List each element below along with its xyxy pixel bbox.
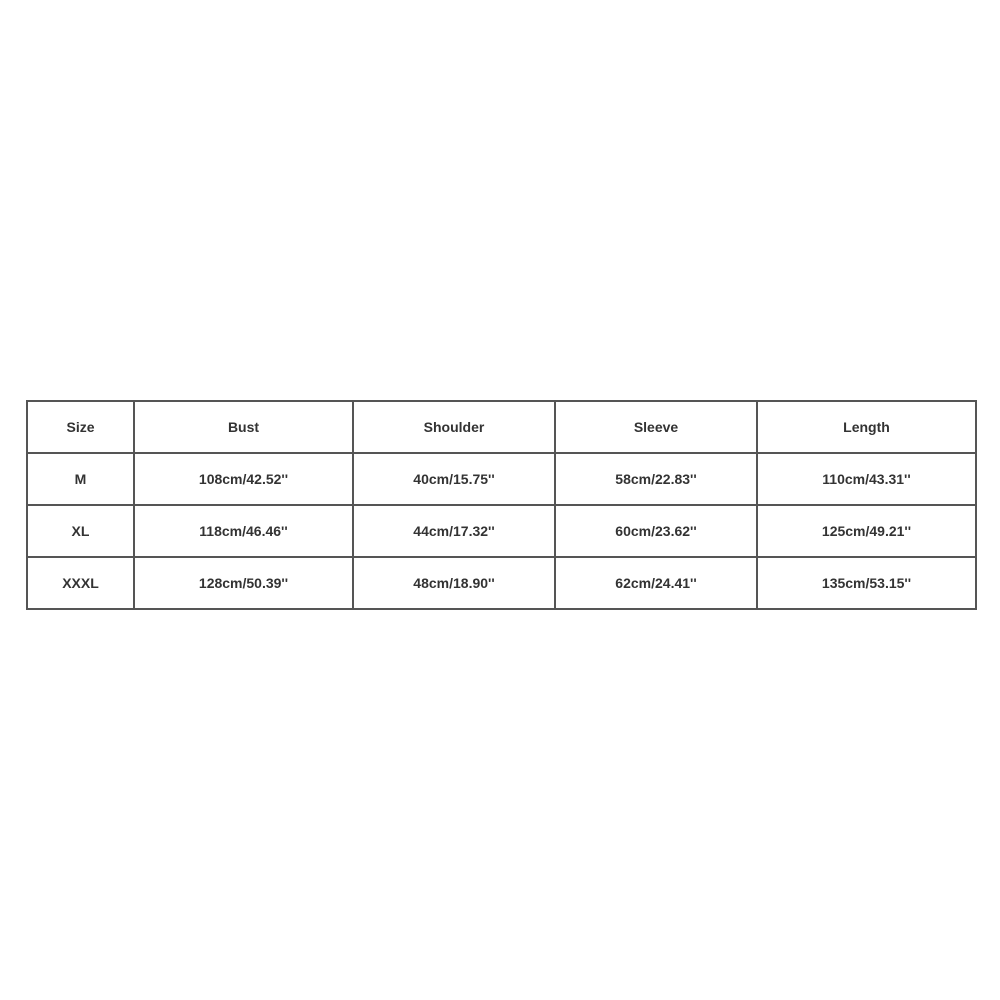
header-size: Size [27, 401, 134, 453]
cell-shoulder: 44cm/17.32'' [353, 505, 555, 557]
header-bust: Bust [134, 401, 353, 453]
table-row [27, 453, 976, 505]
table-header-row [27, 401, 976, 453]
cell-sleeve: 62cm/24.41'' [555, 557, 757, 609]
cell-size: M [27, 453, 134, 505]
cell-bust: 128cm/50.39'' [134, 557, 353, 609]
size-chart-table [26, 400, 977, 610]
cell-length: 125cm/49.21'' [757, 505, 976, 557]
cell-size: XXXL [27, 557, 134, 609]
cell-sleeve: 58cm/22.83'' [555, 453, 757, 505]
cell-shoulder: 40cm/15.75'' [353, 453, 555, 505]
cell-length: 135cm/53.15'' [757, 557, 976, 609]
cell-shoulder: 48cm/18.90'' [353, 557, 555, 609]
header-length: Length [757, 401, 976, 453]
table-row [27, 505, 976, 557]
header-shoulder: Shoulder [353, 401, 555, 453]
cell-sleeve: 60cm/23.62'' [555, 505, 757, 557]
header-sleeve: Sleeve [555, 401, 757, 453]
cell-bust: 108cm/42.52'' [134, 453, 353, 505]
cell-bust: 118cm/46.46'' [134, 505, 353, 557]
cell-length: 110cm/43.31'' [757, 453, 976, 505]
cell-size: XL [27, 505, 134, 557]
table-row [27, 557, 976, 609]
